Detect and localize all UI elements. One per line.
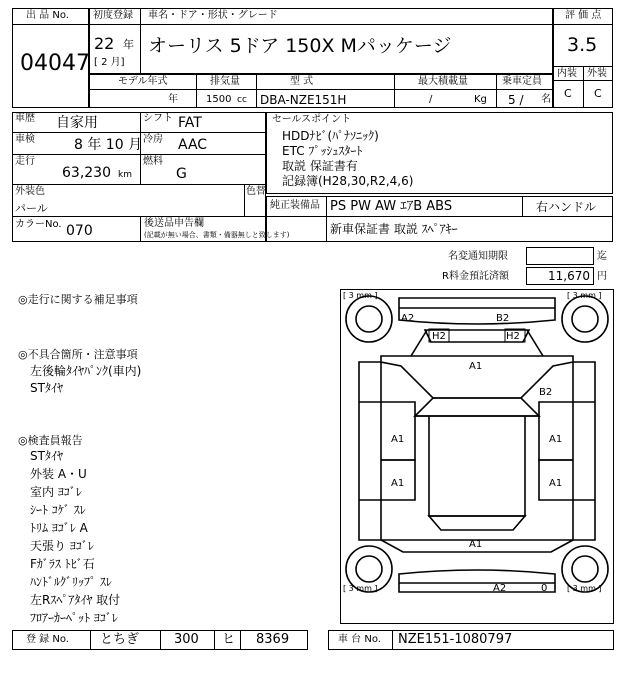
sales-point-1: HDDﾅﾋﾞ(ﾊﾟﾅｿﾆｯｸ) (282, 129, 379, 143)
registration-number: 8369 (256, 632, 290, 647)
ac-value: AAC (178, 137, 208, 153)
exterior-label: 外装 (587, 68, 607, 79)
name-change-value (526, 247, 594, 265)
mileage-label: 走行 (15, 156, 35, 167)
mark-rear-bumper-a2: A2 (493, 583, 507, 594)
defect-line-1: 左後輪ﾀｲﾔﾊﾟﾝｸ(車内) (30, 364, 142, 378)
fuel-label: 燃料 (143, 156, 163, 167)
first-reg-month: [ 2 月] (94, 57, 125, 68)
registration-class: 300 (174, 632, 199, 647)
mark-headlight-left-h2: H2 (432, 331, 446, 342)
car-diagram (340, 289, 614, 624)
registration-label: 登 録 No. (26, 634, 69, 645)
equipment-label: 純正装備品 (270, 200, 320, 211)
inspector-report-title: ◎検査員報告 (18, 434, 83, 447)
recycle-unit: 円 (597, 271, 607, 282)
exterior-grade: C (594, 87, 602, 100)
ac-label: 冷房 (143, 134, 163, 145)
color-no-label: カラーNo. (15, 219, 62, 230)
max-load-label: 最大積載量 (418, 76, 468, 87)
tread-front-left-label: [ 3 mm ] (343, 291, 378, 300)
model-year-value: 年 (168, 94, 178, 105)
inspection-label: 車検 (15, 134, 35, 145)
tread-rear-right-label: [ 3 mm ] (567, 584, 602, 593)
name-change-unit: 迄 (597, 251, 607, 262)
tread-rear-left-label: [ 3 mm ] (343, 584, 378, 593)
capacity-label: 乗車定員 (502, 76, 542, 87)
inspector-line-2: 外装 A・U (30, 467, 87, 481)
capacity-unit: 名 (541, 94, 551, 105)
inspector-line-4: ｼｰﾄ ｺｹﾞ ｽﾚ (30, 503, 86, 517)
mark-right-front-door-a1: A1 (549, 434, 563, 445)
first-reg-year: 22 (94, 34, 115, 53)
score-label: 評 価 点 (565, 10, 602, 21)
max-load-unit: Kg (474, 94, 487, 105)
displacement-label: 排気量 (210, 76, 240, 87)
inspector-line-9: 左Rｽﾍﾟｱﾀｲﾔ 取付 (30, 593, 121, 607)
mark-rear-bumper-0: 0 (541, 583, 548, 594)
inspector-line-10: ﾌﾛｱｰｶｰﾍﾟｯﾄ ﾖｺﾞﾚ (30, 611, 118, 625)
displacement-value: 1500 (206, 94, 232, 105)
first-reg-label: 初度登録 (93, 10, 133, 21)
color-no-value: 070 (66, 223, 93, 239)
mark-front-bumper-a2: A2 (401, 313, 415, 324)
chassis-label: 車 台 No. (338, 634, 381, 645)
interior-grade: C (564, 87, 572, 100)
inspector-line-1: STﾀｲﾔ (30, 449, 63, 463)
sales-points-label: セールスポイント (272, 114, 352, 125)
car-diagram-svg (341, 290, 613, 623)
mark-rear-hatch-a1: A1 (469, 539, 483, 550)
sales-point-2: ETC ﾌﾟｯｼｭｽﾀｰﾄ (282, 144, 363, 158)
lot-number: 04047 (20, 51, 90, 76)
inspector-line-7: Fｶﾞﾗｽ ﾄﾋﾞ石 (30, 557, 95, 571)
driving-notes-title: ◎走行に関する補足事項 (18, 293, 138, 306)
name-change-label: 名変通知期限 (448, 251, 508, 262)
mark-headlight-right-h2: H2 (506, 331, 520, 342)
registration-region: とちぎ (100, 632, 140, 647)
mark-hood-a1: A1 (469, 361, 483, 372)
fuel-value: G (176, 166, 187, 182)
first-reg-year-unit: 年 (123, 38, 134, 51)
mark-right-rear-door-a1: A1 (549, 478, 563, 489)
color-label: 外装色 (15, 186, 45, 197)
defect-line-2: STﾀｲﾔ (30, 381, 63, 395)
model-code-label: 型 式 (290, 76, 314, 87)
mileage-unit: km (118, 170, 132, 180)
after-report-note: (記載が無い場合、書類・備器無しと致します) (144, 231, 290, 239)
inspector-line-8: ﾊﾝﾄﾞﾙｸﾞﾘｯﾌﾟ ｽﾚ (30, 575, 112, 589)
inspection-value: 8 年 10 月 (74, 137, 143, 153)
chassis-number: NZE151-1080797 (398, 632, 513, 647)
mark-front-bumper-b2: B2 (496, 313, 510, 324)
recycle-label: R料金預託済額 (442, 271, 509, 282)
sales-point-3: 取説 保証書有 (282, 159, 358, 173)
displacement-unit: cc (237, 95, 247, 105)
model-year-label: モデル年式 (118, 76, 168, 87)
shift-value: FAT (178, 115, 202, 131)
equipment-value: PS PW AW ｴｱB ABS (330, 199, 453, 214)
color-change-label: 色替 (246, 186, 266, 197)
mark-left-rear-door-a1: A1 (391, 478, 405, 489)
shift-label: シフト (143, 113, 173, 124)
capacity-value: 5 / (508, 93, 524, 107)
max-load-value: / (429, 94, 433, 105)
handle-value: 右ハンドル (536, 200, 597, 214)
recycle-value: 11,670 (548, 269, 590, 283)
equipment-extras: 新車保証書 取説 ｽﾍﾟｱｷｰ (330, 222, 458, 236)
registration-kana: ヒ (222, 632, 236, 647)
inspector-line-5: ﾄﾘﾑ ﾖｺﾞﾚ A (30, 521, 88, 535)
color-value: パール (15, 202, 48, 215)
usage-label: 車歴 (15, 113, 35, 124)
usage-value: 自家用 (56, 115, 98, 131)
mark-left-front-door-a1: A1 (391, 434, 405, 445)
car-name: オーリス 5ドア 150X Mパッケージ (148, 35, 452, 57)
mileage-value: 63,230 (62, 165, 111, 181)
lot-label: 出 品 No. (26, 10, 69, 21)
defect-notes-title: ◎不具合箇所・注意事項 (18, 348, 138, 361)
after-report-label: 後送品申告欄 (144, 218, 204, 229)
interior-label: 内装 (557, 68, 577, 79)
sales-point-4: 記録簿(H28,30,R2,4,6) (282, 174, 414, 188)
car-name-label: 車名・ドア・形状・グレード (148, 10, 278, 21)
inspector-line-6: 天張り ﾖｺﾞﾚ (30, 539, 94, 553)
mark-right-fender-b2: B2 (539, 387, 553, 398)
score-value: 3.5 (567, 34, 598, 56)
inspector-line-3: 室内 ﾖｺﾞﾚ (30, 485, 82, 499)
tread-front-right-label: [ 3 mm ] (567, 291, 602, 300)
model-code-value: DBA-NZE151H (260, 93, 347, 107)
